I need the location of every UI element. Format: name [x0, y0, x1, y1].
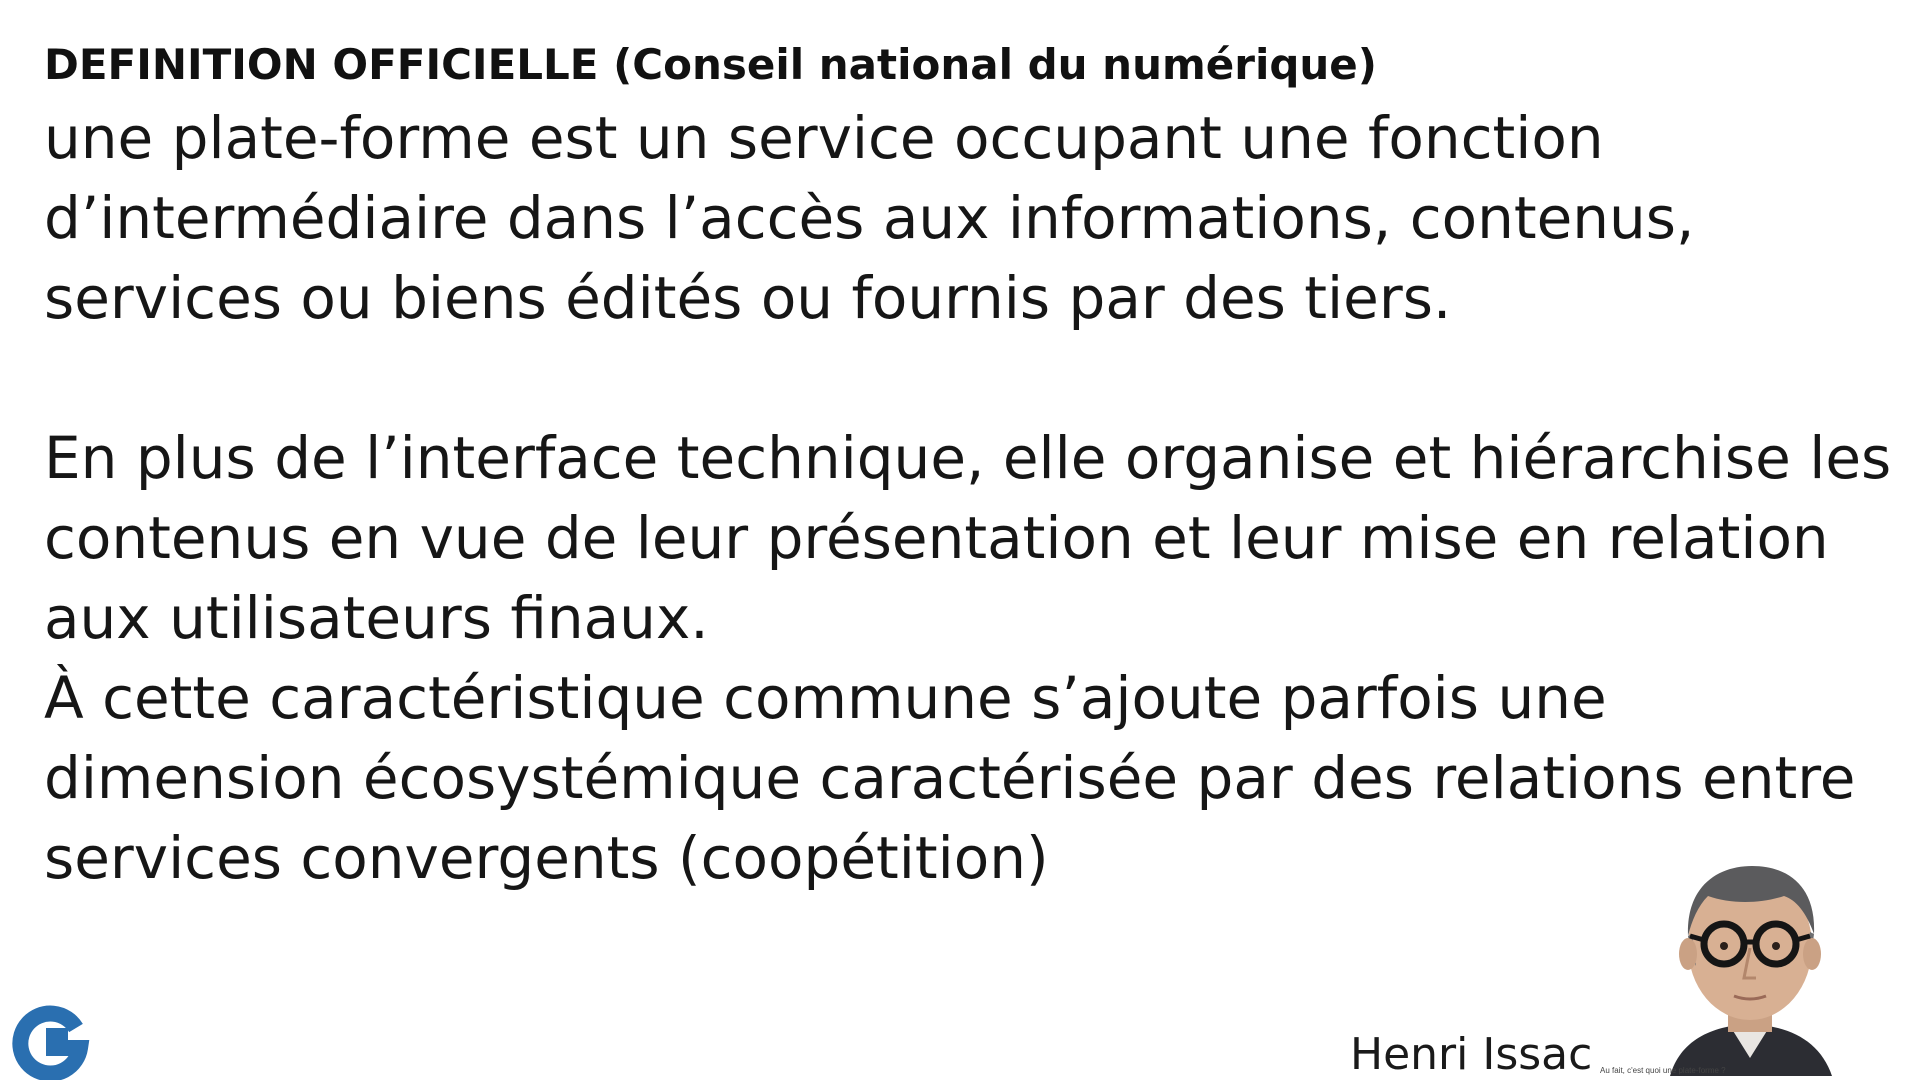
paragraph-1-line-3: services ou biens édités ou fournis par des tiers. [44, 264, 1452, 332]
paragraph-2-line-4: À cette caractéristique commune s’ajoute parfois une [44, 664, 1607, 732]
paragraph-2-line-2: contenus en vue de leur présentation et leur mise en relation [44, 504, 1829, 572]
paragraph-2-line-6: services convergents (coopétition) [44, 824, 1049, 892]
paragraph-1-line-1: une plate-forme est un service occupant une fonction [44, 104, 1604, 172]
definition-text [44, 98, 1904, 898]
photo-caption: Au fait, c'est quoi une plate-forme ? [1600, 1066, 1726, 1075]
paragraph-2-line-3: aux utilisateurs finaux. [44, 584, 709, 652]
slide-heading: DEFINITION OFFICIELLE (Conseil national du numérique) [44, 40, 1377, 89]
paragraph-2-line-5: dimension écosystémique caractérisée par des relations entre [44, 744, 1856, 812]
paragraph-1-line-2: d’intermédiaire dans l’accès aux informations, contenus, [44, 184, 1695, 252]
paragraph-spacer [44, 338, 1904, 418]
paragraph-2-line-1: En plus de l’interface technique, elle organise et hiérarchise les [44, 424, 1892, 492]
g-logo-icon [10, 1002, 90, 1080]
author-photo [1600, 826, 1894, 1076]
author-name: Henri Issac [1350, 1029, 1593, 1080]
